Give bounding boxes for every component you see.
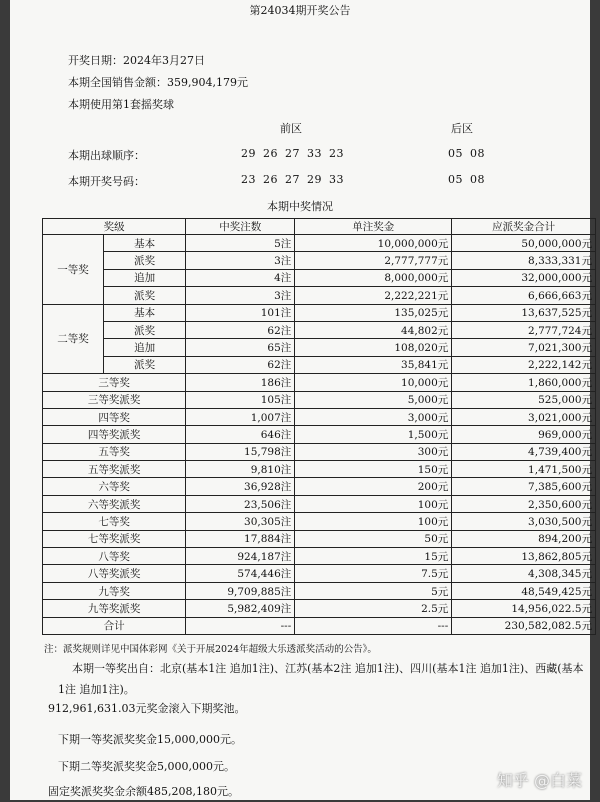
count-cell: 646注 (186, 426, 295, 443)
sales-amount: 本期全国销售金额：359,904,179元 (68, 76, 248, 89)
total-cell: 4,308,345元 (452, 565, 596, 582)
sum-label: 合计 (43, 617, 186, 634)
count-cell: 65注 (186, 339, 295, 356)
table-row (43, 495, 596, 512)
count-cell: 924,187注 (186, 548, 295, 565)
draw-date: 开奖日期：2024年3月27日 (68, 54, 205, 67)
total-cell: 14,956,022.5元 (452, 600, 596, 617)
total-cell: 1,471,500元 (452, 461, 596, 478)
prize-cell: 100元 (295, 495, 452, 512)
total-cell: 6,666,663元 (452, 287, 596, 304)
count-cell: 1,007注 (186, 408, 295, 425)
header-level: 奖级 (43, 219, 186, 235)
fixed-prize-balance: 固定奖派奖奖金余额485,208,180元。 (48, 785, 239, 798)
level-cell: 九等奖 (43, 582, 186, 599)
total-cell: 2,222,142元 (452, 356, 596, 373)
sub-level: 派奖 (104, 356, 186, 373)
table-row (43, 304, 596, 321)
table-row (43, 548, 596, 565)
next-second-prize-bonus: 下期二等奖派奖奖金5,000,000元。 (58, 760, 235, 773)
rollover-amount: 912,961,631.03元奖金滚入下期奖池。 (48, 702, 246, 715)
count-cell: 186注 (186, 374, 295, 391)
level-cell: 九等奖派奖 (43, 600, 186, 617)
count-cell: 23,506注 (186, 495, 295, 512)
sum-total: 230,582,082.5元 (452, 617, 596, 634)
prize-cell: 10,000元 (295, 374, 452, 391)
sub-level: 派奖 (104, 287, 186, 304)
sub-level: 派奖 (104, 252, 186, 269)
count-cell: 574,446注 (186, 565, 295, 582)
count-cell: 3注 (186, 287, 295, 304)
count-cell: 15,798注 (186, 443, 295, 460)
prize-cell: 44,802元 (295, 321, 452, 338)
table-row (43, 321, 596, 338)
zhihu-watermark: 知乎 @白菜 (496, 771, 582, 790)
announcement-page (10, 0, 590, 800)
level-cell: 六等奖 (43, 478, 186, 495)
total-cell: 3,030,500元 (452, 513, 596, 530)
prize-cell: 135,025元 (295, 304, 452, 321)
prize-cell: 300元 (295, 443, 452, 460)
total-cell: 2,350,600元 (452, 495, 596, 512)
number-label: 本期开奖号码： (68, 175, 145, 188)
total-cell: 7,385,600元 (452, 478, 596, 495)
table-row (43, 582, 596, 599)
prize-cell: 5元 (295, 582, 452, 599)
total-cell: 7,021,300元 (452, 339, 596, 356)
table-row (43, 269, 596, 286)
page-title: 第24034期开奖公告 (249, 4, 351, 17)
prize-cell: 10,000,000元 (295, 235, 452, 252)
level-cell: 四等奖 (43, 408, 186, 425)
total-cell: 525,000元 (452, 391, 596, 408)
footnote: 注：派奖规则详见中国体彩网《关于开展2024年超级大乐透派奖活动的公告》。 (44, 644, 377, 655)
prize-cell: 8,000,000元 (295, 269, 452, 286)
header-count: 中奖注数 (186, 219, 295, 235)
prize-cell: 15元 (295, 548, 452, 565)
level-cell: 八等奖 (43, 548, 186, 565)
total-cell: 32,000,000元 (452, 269, 596, 286)
prize-cell: 2,222,221元 (295, 287, 452, 304)
table-row (43, 513, 596, 530)
count-cell: 62注 (186, 356, 295, 373)
prize-cell: 2,777,777元 (295, 252, 452, 269)
count-cell: 105注 (186, 391, 295, 408)
level-cell: 七等奖 (43, 513, 186, 530)
total-cell: 4,739,400元 (452, 443, 596, 460)
total-cell: 13,637,525元 (452, 304, 596, 321)
total-cell: 48,549,425元 (452, 582, 596, 599)
count-cell: 62注 (186, 321, 295, 338)
total-cell: 50,000,000元 (452, 235, 596, 252)
next-first-prize-bonus: 下期一等奖派奖奖金15,000,000元。 (58, 733, 242, 746)
table-row (43, 565, 596, 582)
table-row (43, 408, 596, 425)
back-zone-label: 后区 (451, 122, 473, 135)
table-header-row (43, 219, 596, 235)
table-row (43, 287, 596, 304)
prize-cell: 2.5元 (295, 600, 452, 617)
count-cell: 9,810注 (186, 461, 295, 478)
sub-level: 基本 (104, 304, 186, 321)
total-cell: 2,777,724元 (452, 321, 596, 338)
total-cell: 894,200元 (452, 530, 596, 547)
order-back-numbers: 05 08 (448, 147, 485, 160)
table-row (43, 252, 596, 269)
level-cell: 五等奖派奖 (43, 461, 186, 478)
count-cell: 5注 (186, 235, 295, 252)
level-cell: 七等奖派奖 (43, 530, 186, 547)
first-prize-origin: 本期一等奖出自：北京(基本1注 追加1注)、江苏(基本2注 追加1注)、四川(基本1注 追加1注)、西藏(基本1注 追加1注)。 (58, 662, 584, 696)
prize-cell: 50元 (295, 530, 452, 547)
count-cell: 9,709,885注 (186, 582, 295, 599)
prize-cell: 150元 (295, 461, 452, 478)
total-cell: 969,000元 (452, 426, 596, 443)
total-cell: 3,021,000元 (452, 408, 596, 425)
table-row (43, 391, 596, 408)
total-cell: 8,333,331元 (452, 252, 596, 269)
prize-cell: 5,000元 (295, 391, 452, 408)
winning-back-numbers: 05 08 (448, 173, 485, 186)
table-row (43, 426, 596, 443)
table-row (43, 374, 596, 391)
count-cell: 101注 (186, 304, 295, 321)
sub-level: 派奖 (104, 321, 186, 338)
count-cell: 5,982,409注 (186, 600, 295, 617)
prize-cell: 3,000元 (295, 408, 452, 425)
sum-prize: --- (295, 617, 452, 634)
level-cell: 六等奖派奖 (43, 495, 186, 512)
count-cell: 17,884注 (186, 530, 295, 547)
table-row (43, 600, 596, 617)
prize-cell: 7.5元 (295, 565, 452, 582)
table-row (43, 478, 596, 495)
level-cell: 三等奖派奖 (43, 391, 186, 408)
prize-cell: 108,020元 (295, 339, 452, 356)
prize-cell: 100元 (295, 513, 452, 530)
count-cell: 30,305注 (186, 513, 295, 530)
group-second-prize: 二等奖 (43, 304, 104, 374)
front-zone-label: 前区 (280, 122, 302, 135)
prize-cell: 35,841元 (295, 356, 452, 373)
group-first-prize: 一等奖 (43, 235, 104, 305)
table-row (43, 443, 596, 460)
level-cell: 五等奖 (43, 443, 186, 460)
total-cell: 13,862,805元 (452, 548, 596, 565)
sum-count: --- (186, 617, 295, 634)
table-row (43, 356, 596, 373)
order-label: 本期出球顺序： (68, 149, 145, 162)
winning-front-numbers: 23 26 27 29 33 (241, 173, 344, 186)
table-row (43, 461, 596, 478)
count-cell: 3注 (186, 252, 295, 269)
ball-set: 本期使用第1套摇奖球 (68, 98, 174, 111)
table-sum-row (43, 617, 596, 634)
total-cell: 1,860,000元 (452, 374, 596, 391)
prize-cell: 200元 (295, 478, 452, 495)
level-cell: 四等奖派奖 (43, 426, 186, 443)
section-title: 本期中奖情况 (267, 200, 333, 213)
order-front-numbers: 29 26 27 33 23 (241, 147, 344, 160)
header-total: 应派奖金合计 (452, 219, 596, 235)
level-cell: 八等奖派奖 (43, 565, 186, 582)
table-row (43, 339, 596, 356)
sub-level: 基本 (104, 235, 186, 252)
count-cell: 4注 (186, 269, 295, 286)
header-prize: 单注奖金 (295, 219, 452, 235)
count-cell: 36,928注 (186, 478, 295, 495)
sub-level: 追加 (104, 269, 186, 286)
prize-table (42, 218, 596, 635)
sub-level: 追加 (104, 339, 186, 356)
table-row (43, 235, 596, 252)
level-cell: 三等奖 (43, 374, 186, 391)
prize-cell: 1,500元 (295, 426, 452, 443)
table-row (43, 530, 596, 547)
